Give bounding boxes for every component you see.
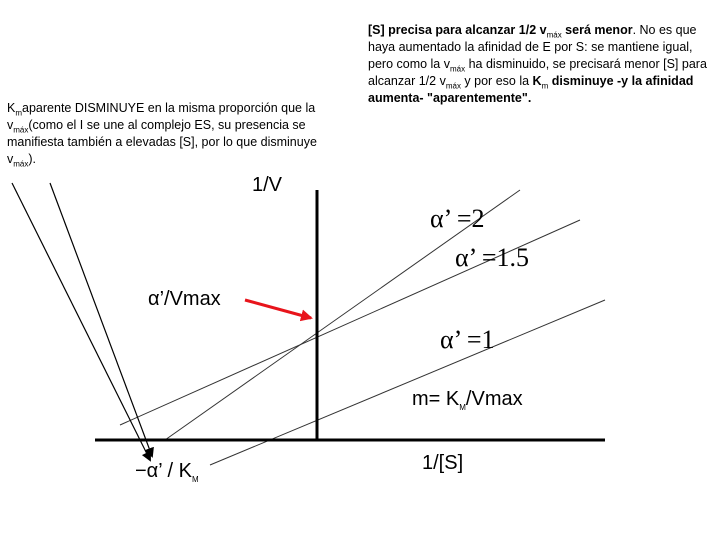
right-bold-3: K xyxy=(532,74,542,88)
right-vmax-sub-3: máx xyxy=(445,81,461,91)
left-explanation xyxy=(7,100,327,168)
right-normal-1: . No es que haya aumentado la afinidad de E por S: se mantiene igual, pero como la v xyxy=(368,23,697,71)
right-bold-4: disminuye -y la afinidad aumenta- "aparentemente". xyxy=(368,74,694,105)
x-axis-label: 1/[S] xyxy=(422,452,464,474)
arrow-to-y-intercept xyxy=(245,300,311,318)
right-explanation xyxy=(368,22,720,107)
left-note-part1: aparente DISMINUYE en la misma proporción que la v xyxy=(7,101,316,132)
y-axis-label: 1/V xyxy=(252,174,283,196)
slope-sub: M xyxy=(459,403,466,412)
right-normal-2: ha disminuido, se precisará menor [S] para alcanzar 1/2 v xyxy=(368,57,707,88)
right-vmax-sub-2: máx xyxy=(449,64,466,74)
x-intercept-label xyxy=(135,460,199,483)
alpha-1-5-label: α’ =1.5 xyxy=(455,243,530,272)
right-normal-3: y por eso la xyxy=(460,74,533,88)
km-subscript: m xyxy=(15,108,23,118)
alpha-1-label: α’ =1 xyxy=(440,325,495,354)
slope-suffix: /Vmax xyxy=(465,388,523,410)
left-note-part2: (como el I se une al complejo ES, su presencia se manifiesta también a elevadas [S], por lo que disminuye v xyxy=(7,118,317,166)
arrow-to-x-intercept-2 xyxy=(50,183,152,456)
slope-prefix: m= K xyxy=(412,388,460,410)
slope-label xyxy=(412,388,523,411)
right-bold-2: será menor xyxy=(561,23,633,37)
alpha-2-label: α’ =2 xyxy=(430,204,485,233)
arrow-to-x-intercept-1 xyxy=(12,183,150,460)
right-km-sub: m xyxy=(541,81,549,91)
x-intercept-sub: M xyxy=(191,475,199,484)
left-note-part3: ). xyxy=(28,152,37,166)
right-vmax-sub-1: máx xyxy=(546,30,562,40)
y-intercept-label: α’/Vmax xyxy=(148,288,221,310)
vmax-subscript-2: máx xyxy=(13,159,29,169)
x-intercept-prefix: −α’ / K xyxy=(135,460,192,482)
vmax-subscript: máx xyxy=(13,125,29,135)
km-symbol: K xyxy=(7,101,16,115)
right-bold-1: [S] precisa para alcanzar 1/2 v xyxy=(368,23,547,37)
